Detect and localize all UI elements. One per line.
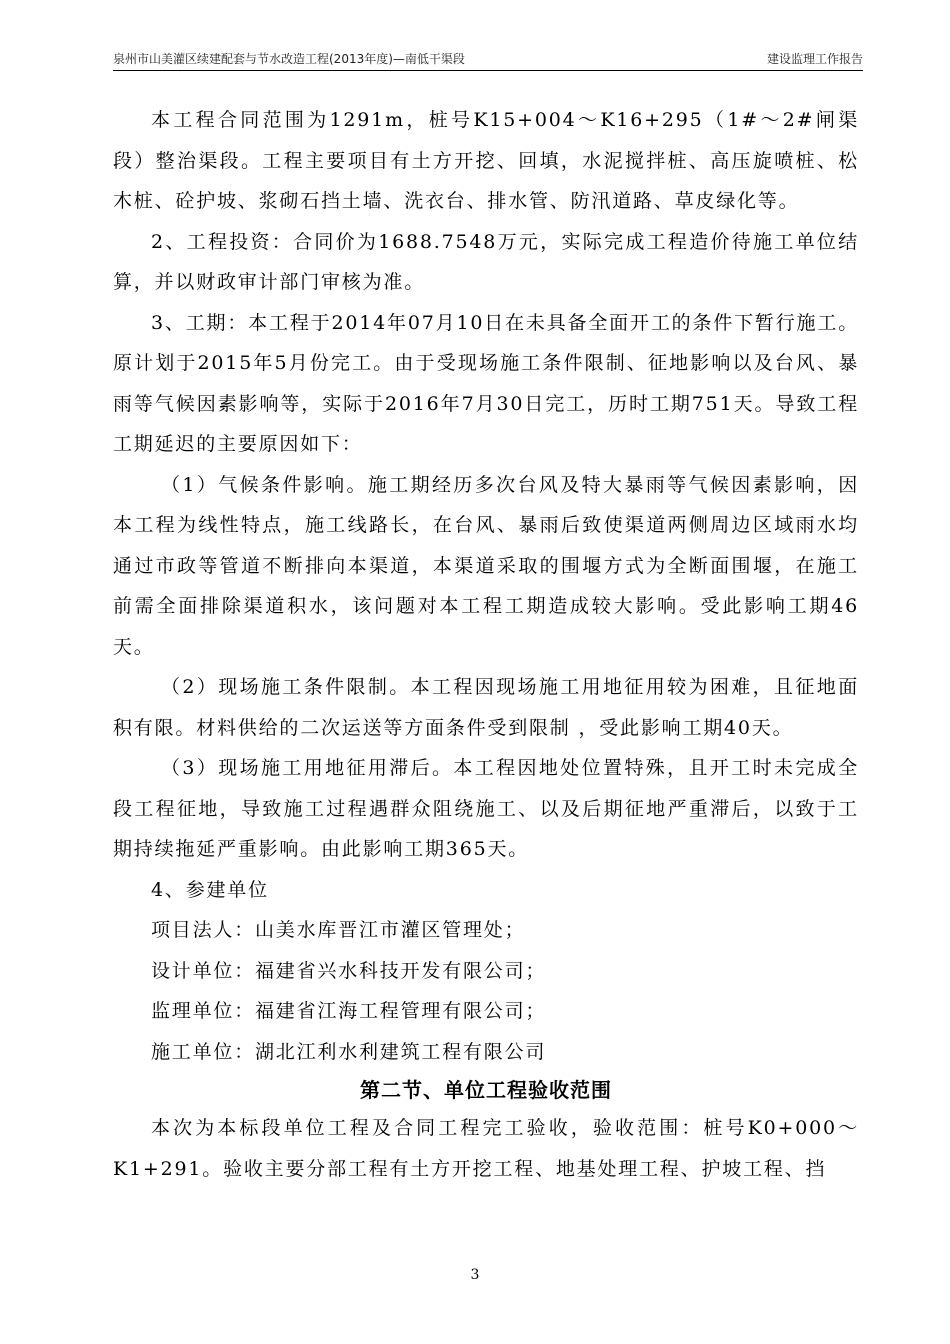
paragraph-acceptance-scope: 本次为本标段单位工程及合同工程完工验收，验收范围：桩号K0+000～K1+291。验收主要分部工程有土方开挖工程、地基处理工程、护坡工程、挡: [113, 1117, 859, 1180]
paragraph-investment: 2、工程投资：合同价为1688.7548万元，实际完成工程造价待施工单位结算，并以财政审计部门审核为准。: [113, 230, 859, 293]
paragraph-reason-weather: （1）气候条件影响。施工期经历多次台风及特大暴雨等气候因素影响，因本工程为线性特点，施工线路长，在台风、暴雨后致使渠道两侧周边区域雨水均通过市政等管道不断排向本渠道，本渠道采取的围堰方式为全断面围堰，在施工前需全面排除渠道积水，该问题对本工程工期造成较大影响。受此影响工期46天。: [113, 473, 859, 658]
paragraph-design-unit: 设计单位：福建省兴水科技开发有限公司；: [151, 959, 547, 982]
paragraph-contract-scope: 本工程合同范围为1291m，桩号K15+004～K16+295（1#～2#闸渠段）整治渠段。工程主要项目有土方开挖、回填，水泥搅拌桩、高压旋喷桩、松木桩、砼护坡、浆砌石挡土墙、洗衣台、排水管、防汛道路、草皮绿化等。: [113, 109, 859, 212]
paragraph-schedule: 3、工期：本工程于2014年07月10日在未具备全面开工的条件下暂行施工。原计划于2015年5月份完工。由于受现场施工条件限制、征地影响以及台风、暴雨等气候因素影响等，实际于2016年7月30日完工，历时工期751天。导致工程工期延迟的主要原因如下：: [113, 311, 859, 455]
header-project-title: 泉州市山美灌区续建配套与节水改造工程(2013年度)—南低干渠段: [113, 52, 465, 66]
paragraph-participants-heading: 4、参建单位: [151, 878, 269, 901]
paragraph-reason-site-conditions: （2）现场施工条件限制。本工程因现场施工用地征用较为困难，且征地面积有限。材料供给的二次运送等方面条件受到限制 ，受此影响工期40天。: [113, 676, 859, 739]
page-number: 3: [470, 1267, 480, 1283]
paragraph-supervision-unit: 监理单位：福建省江海工程管理有限公司；: [151, 1000, 547, 1022]
paragraph-project-owner: 项目法人：山美水库晋江市灌区管理处；: [151, 919, 526, 941]
header-report-title: 建设监理工作报告: [766, 52, 863, 66]
section-heading: 第二节、单位工程验收范围: [360, 1078, 612, 1102]
paragraph-reason-land-acquisition: （3）现场施工用地征用滞后。本工程因地处位置特殊，且开工时未完成全段工程征地，导致施工过程遇群众阻绕施工、以及后期征地严重滞后，以致于工期持续拖延严重影响。由此影响工期365天。: [113, 757, 859, 860]
page-header: [113, 48, 863, 71]
document-body: [113, 100, 859, 1189]
paragraph-construction-unit: 施工单位：湖北江利水利建筑工程有限公司: [151, 1040, 547, 1063]
